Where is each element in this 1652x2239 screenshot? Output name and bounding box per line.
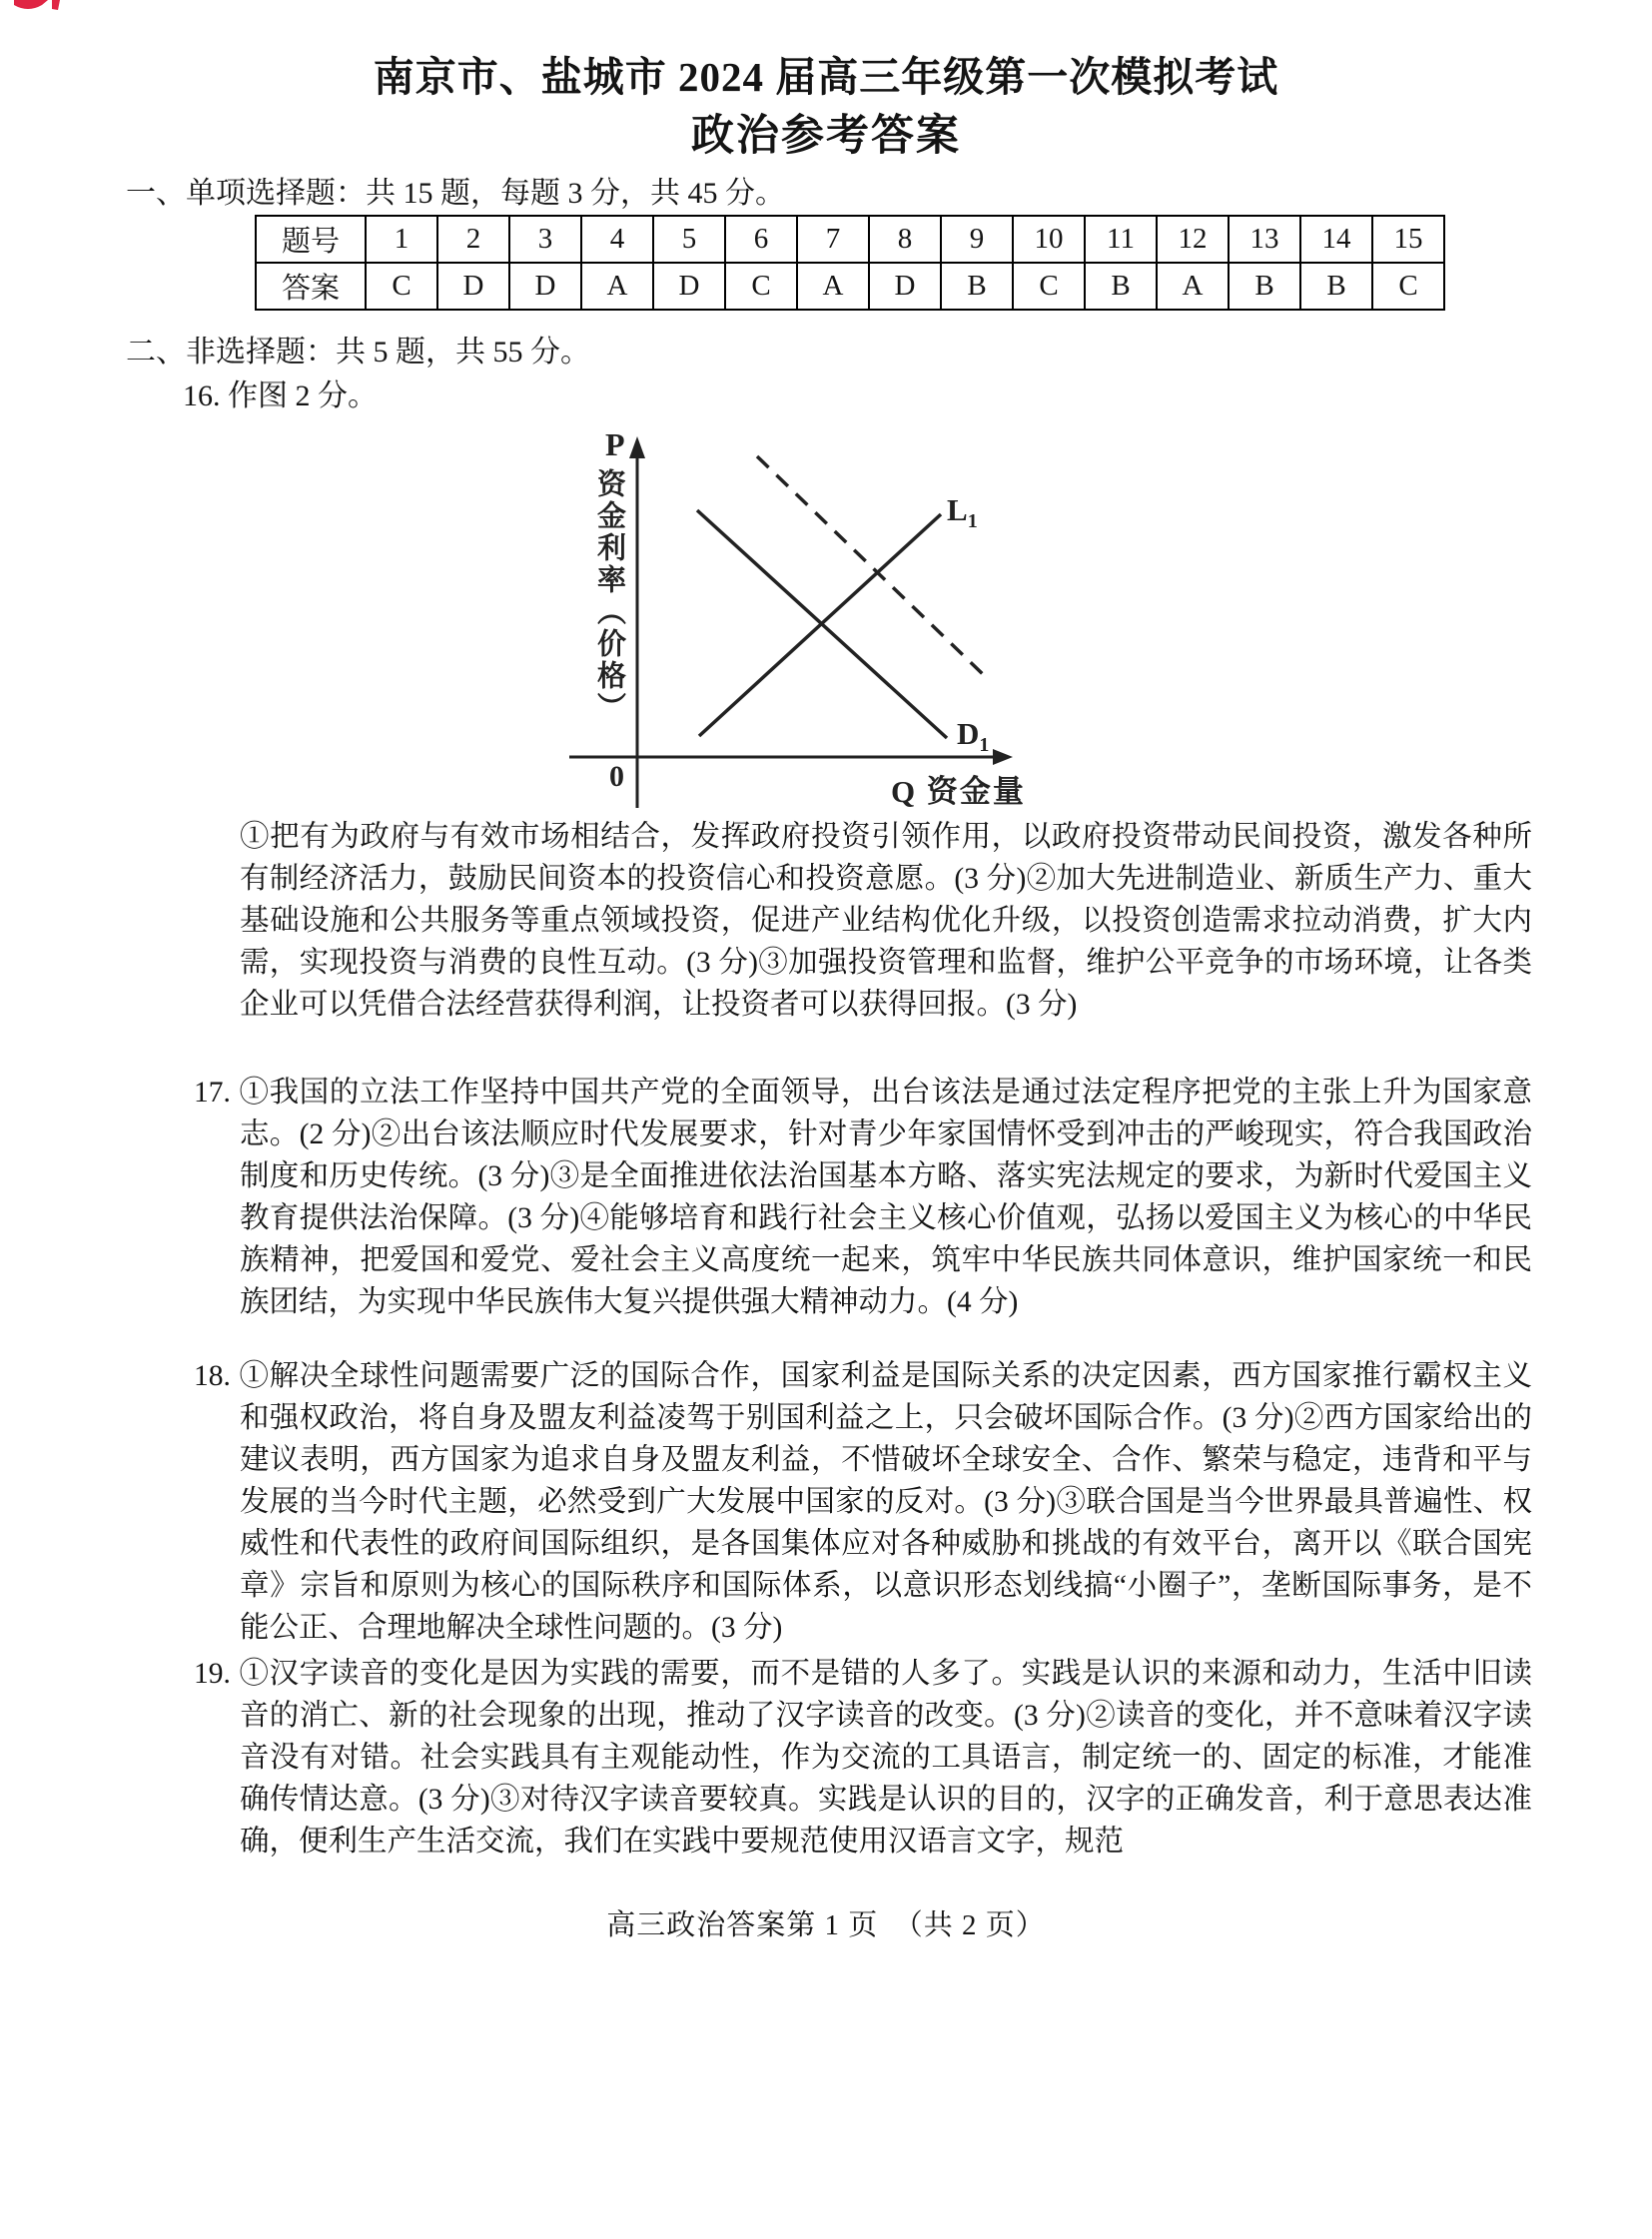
question17-number: 17. bbox=[194, 1077, 231, 1109]
table-cell: B bbox=[1085, 263, 1157, 310]
table-cell: C bbox=[1372, 263, 1444, 310]
table-cell: 10 bbox=[1013, 216, 1085, 263]
table-cell: 11 bbox=[1085, 216, 1157, 263]
section1-heading: 一、单项选择题：共 15 题，每题 3 分，共 45 分。 bbox=[126, 177, 785, 210]
d1-letter: D bbox=[957, 716, 980, 751]
d1-curve-label bbox=[957, 716, 989, 757]
table-cell: B bbox=[941, 263, 1013, 310]
table-cell: 13 bbox=[1229, 216, 1300, 263]
table-row-answers bbox=[256, 263, 1444, 310]
table-cell: C bbox=[725, 263, 797, 310]
question18-text: ①解决全球性问题需要广泛的国际合作，国家利益是国际关系的决定因素，西方国家推行霸权主义和强权政治，将自身及盟友利益凌驾于别国利益之上，只会破坏国际合作。(3 分)②西方国家给出的建议表明，西方国家为追求自身及盟友利益，不惜破坏全球安全、合作、繁荣与稳定，违背和平与发展的当今时代主题，必然受到广大发展中国家的反对。(3 分)③联合国是当今世界最具普遍性、权威性和代表性的政府间国际组织，是各国集体应对各种威胁和挑战的有效平台，离开以《联合国宪章》宗旨和原则为核心的国际秩序和国际体系，以意识形态划线搞“小圈子”，垄断国际事务，是不能公正、合理地解决全球性问题的。(3 分) bbox=[238, 1360, 1532, 1644]
l1-subscript: 1 bbox=[967, 510, 978, 533]
table-cell: B bbox=[1229, 263, 1300, 310]
table-cell: D bbox=[437, 263, 509, 310]
table-cell: 8 bbox=[869, 216, 941, 263]
page-footer: 高三政治答案第 1 页 （共 2 页） bbox=[606, 1909, 1046, 1941]
origin-label: 0 bbox=[609, 760, 624, 793]
table-cell: 9 bbox=[941, 216, 1013, 263]
table-cell: B bbox=[1300, 263, 1372, 310]
question18-number: 18. bbox=[194, 1360, 231, 1392]
table-cell: 14 bbox=[1300, 216, 1372, 263]
y-axis-label: 资金利率（价格） bbox=[593, 468, 625, 724]
table-cell: 4 bbox=[581, 216, 653, 263]
corner-logo bbox=[6, 0, 66, 19]
table-cell: C bbox=[1013, 263, 1085, 310]
table-cell: D bbox=[869, 263, 941, 310]
y-axis-arrow-icon bbox=[629, 436, 645, 458]
x-axis-label: Q 资金量 bbox=[891, 774, 1026, 809]
question17-text: ①我国的立法工作坚持中国共产党的全面领导，出台该法是通过法定程序把党的主张上升为国家意志。(2 分)②出台该法顺应时代发展要求，针对青少年家国情怀受到冲击的严峻现实，符合我国政治制度和历史传统。(3 分)③是全面推进依法治国基本方略、落实宪法规定的要求，为新时代爱国主义教育提供法治保障。(3 分)④能够培育和践行社会主义核心价值观，弘扬以爱国主义为核心的中华民族精神，把爱国和爱党、爱社会主义高度统一起来，筑牢中华民族共同体意识，维护国家统一和民族团结，为实现中华民族伟大复兴提供强大精神动力。(4 分) bbox=[238, 1077, 1532, 1318]
question16-label: 16. 作图 2 分。 bbox=[183, 379, 378, 412]
table-cell: 5 bbox=[653, 216, 725, 263]
table-cell: 7 bbox=[797, 216, 869, 263]
page-title: 南京市、盐城市 2024 届高三年级第一次模拟考试 bbox=[373, 54, 1279, 100]
row-header-answer: 答案 bbox=[256, 263, 366, 310]
table-cell: D bbox=[509, 263, 581, 310]
table-cell: A bbox=[581, 263, 653, 310]
question17-answer bbox=[194, 1072, 1532, 1323]
question18-answer bbox=[194, 1355, 1532, 1649]
table-cell: 6 bbox=[725, 216, 797, 263]
question16-answer: ①把有为政府与有效市场相结合，发挥政府投资引领作用，以政府投资带动民间投资，激发各种所有制经济活力，鼓励民间资本的投资信心和投资意愿。(3 分)②加大先进制造业、新质生产力、重大基础设施和公共服务等重点领域投资，促进产业结构优化升级，以投资创造需求拉动消费，扩大内需，实现投资与消费的良性互动。(3 分)③加强投资管理和监督，维护公平竞争的市场环境，让各类企业可以凭借合法经营获得利润，让投资者可以获得回报。(3 分) bbox=[240, 821, 1532, 1021]
question19-text: ①汉字读音的变化是因为实践的需要，而不是错的人多了。实践是认识的来源和动力，生活中旧读音的消亡、新的社会现象的出现，推动了汉字读音的改变。(3 分)②读音的变化，并不意味着汉字读音没有对错。社会实践具有主观能动性，作为交流的工具语言，制定统一的、固定的标准，才能准确传情达意。(3 分)③对待汉字读音要较真。实践是认识的目的，汉字的正确发音，利于意思表达准确，便利生产生活交流，我们在实践中要规范使用汉语言文字，规范 bbox=[238, 1658, 1532, 1858]
x-axis-arrow-icon bbox=[993, 749, 1013, 765]
question19-answer bbox=[194, 1653, 1532, 1863]
supply-demand-diagram bbox=[549, 404, 1109, 809]
section2-heading: 二、非选择题：共 5 题，共 55 分。 bbox=[126, 336, 590, 369]
table-cell: A bbox=[1157, 263, 1229, 310]
row-header-question-number: 题号 bbox=[256, 216, 366, 263]
table-cell: 12 bbox=[1157, 216, 1229, 263]
d1-subscript: 1 bbox=[979, 734, 990, 757]
question19-number: 19. bbox=[194, 1658, 231, 1690]
table-cell: 2 bbox=[437, 216, 509, 263]
table-cell: A bbox=[797, 263, 869, 310]
l1-supply-curve bbox=[699, 514, 941, 736]
page-subtitle: 政治参考答案 bbox=[691, 113, 961, 160]
shifted-demand-curve-dashed bbox=[757, 456, 985, 676]
table-cell: C bbox=[366, 263, 437, 310]
l1-curve-label bbox=[947, 492, 978, 533]
y-axis-symbol: P bbox=[605, 426, 625, 462]
diagram-canvas bbox=[549, 404, 1109, 809]
table-cell: D bbox=[653, 263, 725, 310]
corner-logo-icon bbox=[6, 0, 66, 14]
table-row-numbers bbox=[256, 216, 1444, 263]
table-cell: 15 bbox=[1372, 216, 1444, 263]
table-cell: 1 bbox=[366, 216, 437, 263]
table-cell: 3 bbox=[509, 216, 581, 263]
l1-letter: L bbox=[947, 492, 968, 527]
answer-key-table bbox=[255, 215, 1445, 311]
